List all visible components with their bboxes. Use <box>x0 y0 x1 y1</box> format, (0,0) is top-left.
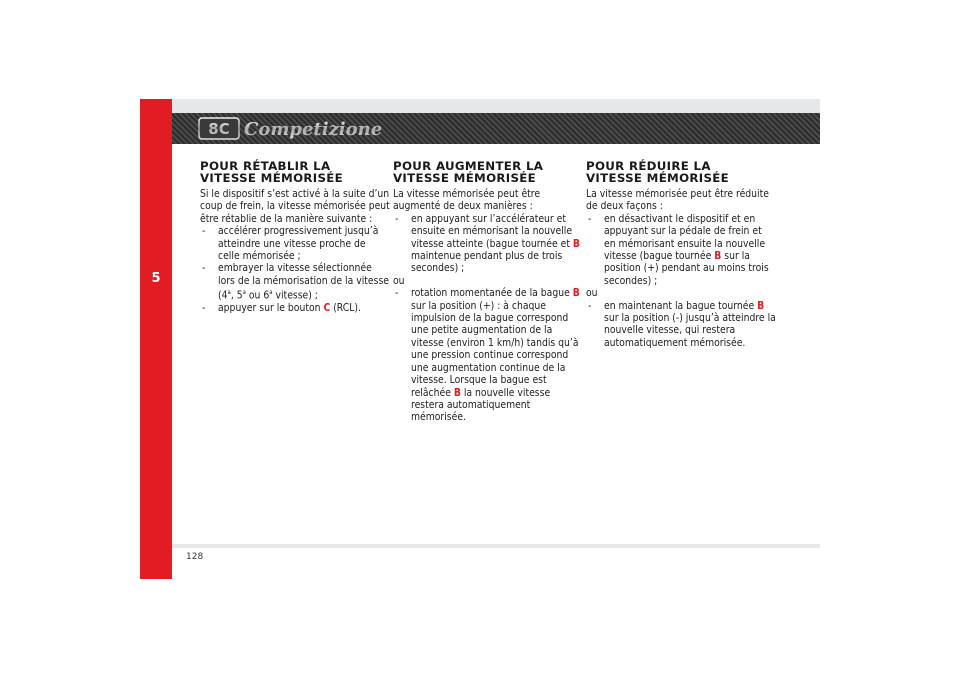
logo-graphic <box>198 116 388 141</box>
list-item: - accélérer progressivement jusqu’à atteindre une vitesse proche de celle mémorisée ; <box>200 225 390 262</box>
section-title <box>200 160 390 184</box>
list-item: - en appuyant sur l’accélérateur et ensuite en mémorisant la nouvelle vitesse atteinte (bague tournée et B maintenue pendant plus de trois secondes) ; <box>393 213 583 275</box>
section-title <box>393 160 583 184</box>
section-intro: Si le dispositif s’est activé à la suite d’un coup de frein, la vitesse mémorisée peut être rétablie de la manière suivante : <box>200 188 390 225</box>
title-line-1: POUR AUGMENTER LA <box>393 159 544 173</box>
list-item: - appuyer sur le bouton C (RCL). <box>200 302 390 314</box>
step-list <box>586 213 776 287</box>
section-retablir <box>200 160 390 314</box>
title-line-2: VITESSE MÉMORISÉE <box>586 171 730 185</box>
section-intro: La vitesse mémorisée peut être augmenté de deux manières : <box>393 188 541 213</box>
section-title <box>586 160 776 184</box>
step-list <box>200 225 390 314</box>
key-label: B <box>714 250 722 263</box>
title-line-1: POUR RÉDUIRE LA <box>586 159 711 173</box>
section-reduire <box>586 160 776 349</box>
title-line-2: VITESSE MÉMORISÉE <box>200 171 344 185</box>
key-label: B <box>572 237 580 250</box>
brand-logo <box>198 116 388 141</box>
alternative-word: ou <box>393 274 405 287</box>
logo-script-text: Competizione <box>244 119 383 140</box>
list-item: - en maintenant la bague tournée B sur la position (-) jusqu’à atteindre la nouvelle vitesse, qui restera automatiquement mémorisée. <box>586 300 776 350</box>
chapter-number: 5 <box>151 271 161 286</box>
footer-line <box>172 544 820 548</box>
key-label: C <box>323 302 331 315</box>
key-label: B <box>757 299 765 312</box>
title-line-2: VITESSE MÉMORISÉE <box>393 171 537 185</box>
step-list <box>393 213 583 275</box>
title-line-1: POUR RÉTABLIR LA <box>200 159 331 173</box>
section-intro: La vitesse mémorisée peut être réduite de deux façons : <box>586 188 769 213</box>
logo-badge-text: 8C <box>208 120 230 138</box>
section-augmenter <box>393 160 583 424</box>
key-label: B <box>453 386 461 399</box>
alternative-word: ou <box>586 287 598 300</box>
list-item: - embrayer la vitesse sélectionnée lors de la mémorisation de la vitesse (4$^a$, 5$^a$ ou 6$^a$ vitesse) ; <box>200 262 390 302</box>
page-number: 128 <box>186 552 204 562</box>
step-list <box>586 300 776 350</box>
chapter-tab <box>140 99 172 579</box>
header-band <box>172 99 820 113</box>
key-label: B <box>572 287 580 300</box>
step-list <box>393 287 583 423</box>
header-banner <box>172 113 820 144</box>
list-item: - en désactivant le dispositif et en appuyant sur la pédale de frein et en mémorisant ensuite la nouvelle vitesse (bague tournée B sur la position (+) pendant au moins trois secondes) ; <box>586 213 776 287</box>
list-item: - rotation momentanée de la bague B sur la position (+) : à chaque impulsion de la bague correspond une petite augmentation de la vitesse (environ 1 km/h) tandis qu’à une pression continue correspond une augmentation continue de la vitesse. Lorsque la bague est relâchée B la nouvelle vitesse restera automatiquement mémorisée. <box>393 287 583 423</box>
